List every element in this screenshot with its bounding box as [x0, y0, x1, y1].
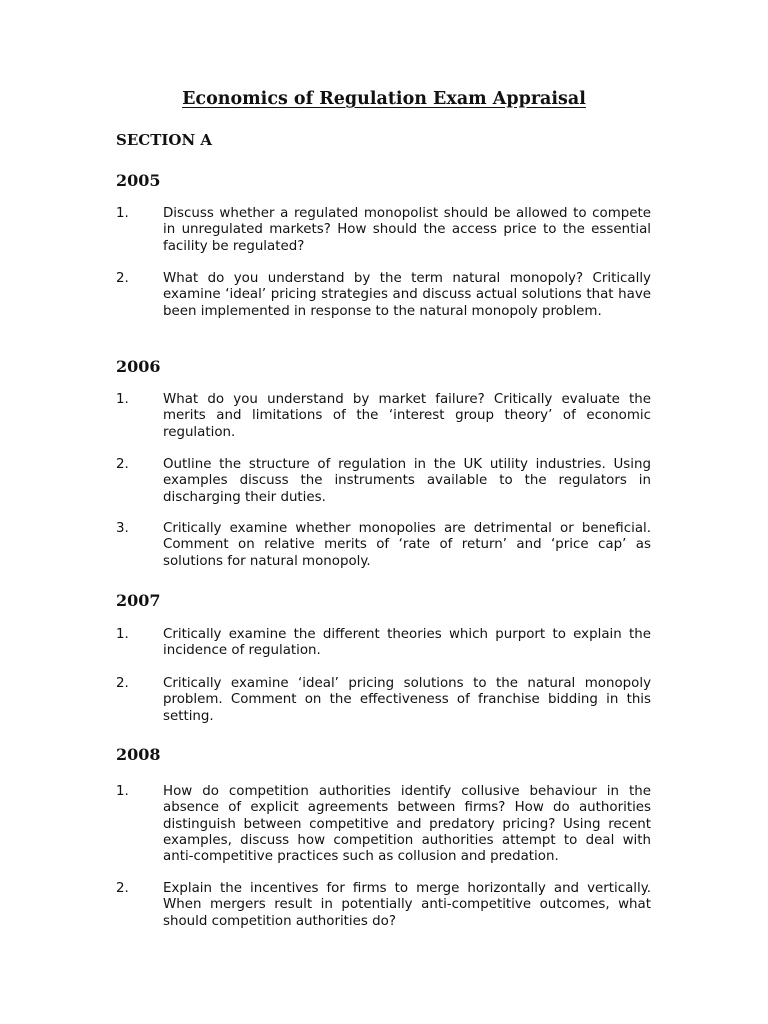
section-heading: SECTION A — [116, 131, 213, 149]
question-text: Explain the incentives for firms to merge horizontally and vertically. When mergers result in potentially anti-competitive outcomes, what should competition authorities do? — [163, 881, 651, 929]
question-number: 1. — [116, 627, 129, 642]
question-2008-1 — [116, 784, 651, 865]
question-text: What do you understand by the term natural monopoly? Critically examine ‘ideal’ pricing strategies and discuss actual solutions that have been implemented in response to the natural monopoly problem. — [163, 271, 651, 319]
question-text: Critically examine ‘ideal’ pricing solutions to the natural monopoly problem. Comment on the effectiveness of franchise bidding in this setting. — [163, 676, 651, 724]
question-text: Critically examine whether monopolies are detrimental or beneficial. Comment on relative merits of ‘rate of return’ and ‘price cap’ as solutions for natural monopoly. — [163, 521, 651, 569]
question-2006-1 — [116, 392, 651, 441]
question-text: Critically examine the different theories which purport to explain the incidence of regulation. — [163, 627, 651, 659]
question-text: Outline the structure of regulation in the UK utility industries. Using examples discuss the instruments available to the regulators in discharging their duties. — [163, 457, 651, 505]
question-2005-1 — [116, 206, 651, 255]
question-number: 2. — [116, 271, 129, 286]
question-2006-3 — [116, 521, 651, 570]
question-2005-2 — [116, 271, 651, 320]
question-number: 2. — [116, 457, 129, 472]
question-text: Discuss whether a regulated monopolist should be allowed to compete in unregulated markets? How should the access price to the essential facility be regulated? — [163, 206, 651, 254]
question-2006-2 — [116, 457, 651, 506]
question-2007-2 — [116, 676, 651, 725]
year-heading-2007: 2007 — [116, 591, 161, 610]
question-number: 2. — [116, 881, 129, 896]
question-number: 1. — [116, 784, 129, 799]
question-2008-2 — [116, 881, 651, 930]
question-text: How do competition authorities identify collusive behaviour in the absence of explicit agreements between firms? How do authorities distinguish between competitive and predatory pricing? Using recent examples, discuss how competition authorities attempt to deal with anti-competitive practices such as collusion and predation. — [163, 784, 651, 865]
year-heading-2005: 2005 — [116, 171, 161, 190]
question-number: 1. — [116, 392, 129, 407]
document-title: Economics of Regulation Exam Appraisal — [182, 89, 586, 109]
question-number: 1. — [116, 206, 129, 221]
year-heading-2006: 2006 — [116, 357, 161, 376]
question-text: What do you understand by market failure? Critically evaluate the merits and limitations of the ‘interest group theory’ of economic regulation. — [163, 392, 651, 440]
question-2007-1 — [116, 627, 651, 660]
year-heading-2008: 2008 — [116, 745, 161, 764]
question-number: 3. — [116, 521, 129, 536]
question-number: 2. — [116, 676, 129, 691]
